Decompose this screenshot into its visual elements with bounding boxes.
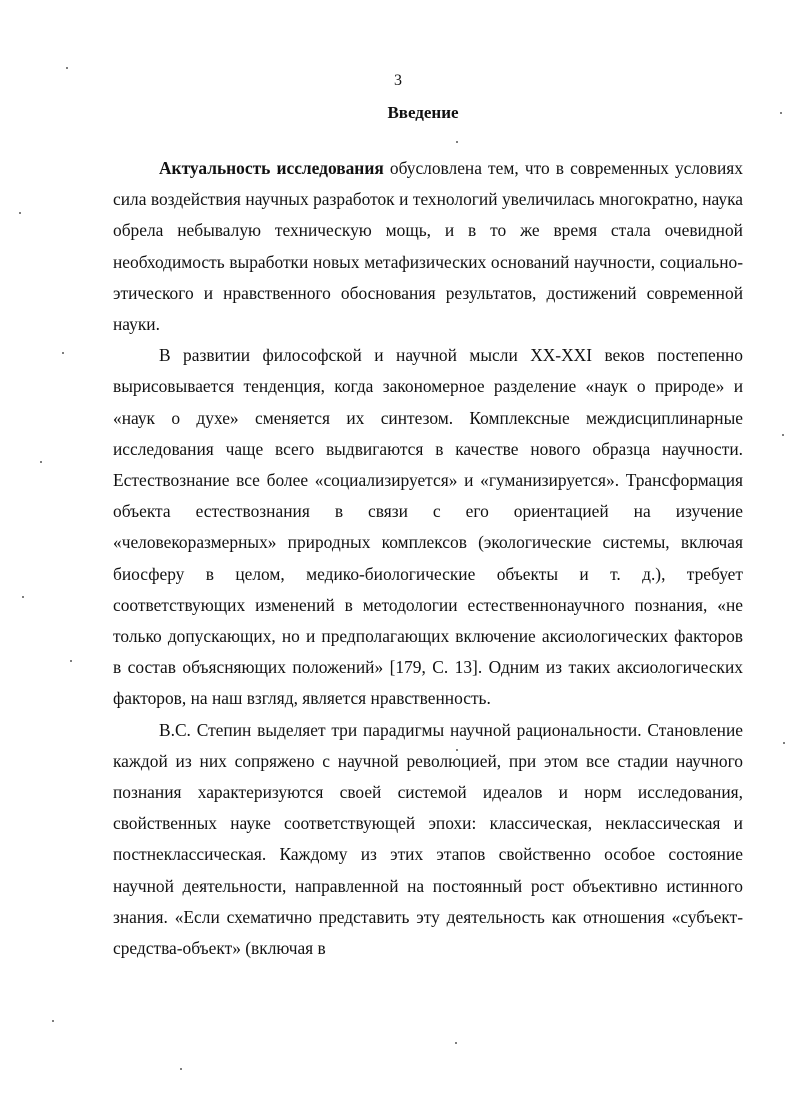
page-heading: Введение xyxy=(387,103,459,122)
scan-speck xyxy=(455,1042,457,1044)
paragraph-1-text: обусловлена тем, что в современных условиях сила воздействия научных разработок и технологий увеличилась многократно, наука обрела небывалую техническую мощь, и в то же время стала очевидной необходимость выработки новых метафизических оснований научности, социально-этического и нравственного обоснования результатов, достижений современной науки. xyxy=(113,158,743,335)
scan-speck xyxy=(40,461,42,463)
paragraph-1 xyxy=(113,153,743,340)
paragraph-2: В развитии философской и научной мысли XX-XXI веков постепенно вырисовывается тенденция, когда закономерное разделение «наук о природе» и «наук о духе» сменяется их синтезом. Комплексные междисциплинарные исследования чаще всего выдвигаются в качестве нового образца научности. Естествознание все более «социализируется» и «гуманизируется». Трансформация объекта естествознания в связи с его ориентацией на изучение «человекоразмерных» природных комплексов (экологические системы, включая биосферу в целом, медико-биологические объекты и т. д.), требует соответствующих изменений в методологии естественнонаучного познания, «не только допускающих, но и предполагающих включение аксиологических факторов в состав объясняющих положений» [179, С. 13]. Одним из таких аксиологических факторов, на наш взгляд, является нравственность. xyxy=(113,345,743,709)
scan-speck xyxy=(19,212,21,214)
scan-speck xyxy=(70,660,72,662)
scan-speck xyxy=(783,742,785,744)
scan-speck xyxy=(456,749,458,751)
scan-speck xyxy=(180,1068,182,1070)
scan-speck xyxy=(52,1020,54,1022)
page-number: 3 xyxy=(394,72,402,89)
paragraph-1-lead: Актуальность исследования xyxy=(159,158,384,178)
scan-speck xyxy=(456,141,458,143)
scan-speck xyxy=(66,67,68,69)
scan-speck xyxy=(62,352,64,354)
body-text xyxy=(113,153,743,964)
scan-speck xyxy=(782,434,784,436)
paragraph-3: В.С. Степин выделяет три парадигмы научной рациональности. Становление каждой из них сопряжено с научной революцией, при этом все стадии научного познания характеризуются своей системой идеалов и норм исследования, свойственных науке соответствующей эпохи: классическая, неклассическая и постнеклассическая. Каждому из этих этапов свойственно особое состояние научной деятельности, направленной на постоянный рост объективно истинного знания. «Если схематично представить эту деятельность как отношения «субъект-средства-объект» (включая в xyxy=(113,719,743,959)
scan-speck xyxy=(780,112,782,114)
scan-speck xyxy=(22,596,24,598)
